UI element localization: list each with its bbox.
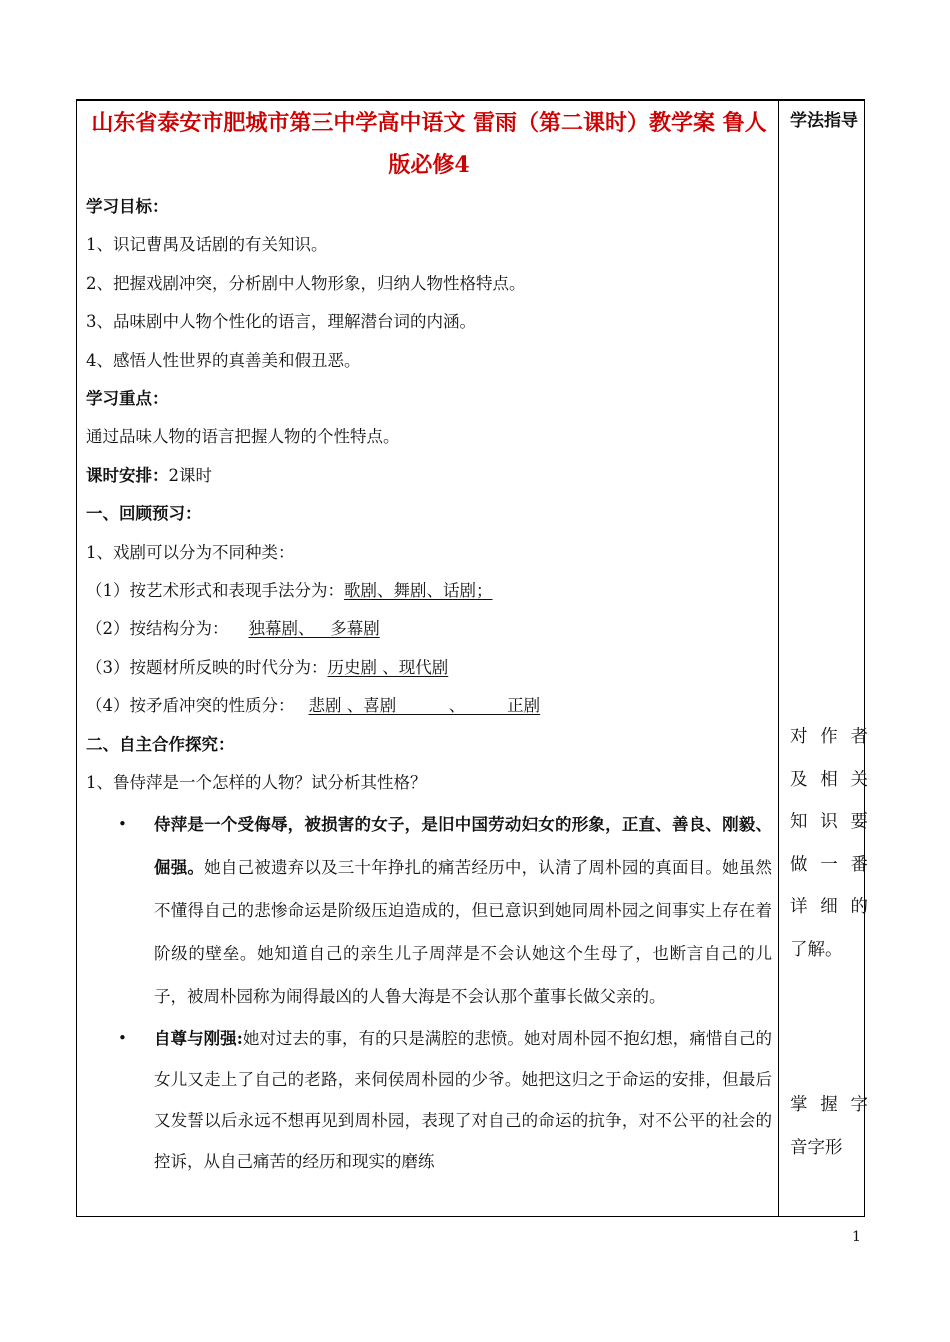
bullet-text: 她对过去的事，有的只是满腔的悲愤。她对周朴园不抱幻想，痛惜自己的女儿又走上了自己的老路，来伺侯周朴园的少爷。她把这归之于命运的安排，但最后又发誓以后永远不想再见到周朴园，表现了对自己的命运的抗争，对不公平的社会的控诉，从自己痛苦的经历和现实的磨练 (154, 1028, 772, 1171)
focus-text: 通过品味人物的语言把握人物的个性特点。 (86, 427, 400, 447)
study-guide-column (790, 102, 868, 1158)
focus-heading: 学习重点： (86, 389, 169, 409)
category-line (86, 649, 772, 687)
bullet-bold-text: 自尊与刚强: (154, 1028, 243, 1048)
main-column (86, 102, 772, 1182)
sidebar-note-pronunciation (790, 1084, 868, 1169)
category-prefix: （3）按题材所反映的时代分为： (86, 657, 328, 677)
schedule-label: 课时安排： (86, 465, 169, 485)
category-answer: 独幕剧、 多幕剧 (248, 619, 380, 639)
document-title: 山东省泰安市肥城市第三中学高中语文 雷雨（第二课时）教学案 鲁人版必修4 (91, 110, 767, 178)
sidebar-note-line: 详 细 的 (790, 897, 868, 918)
category-answer: 悲剧 、喜剧 、 正剧 (308, 696, 541, 716)
category-line (86, 572, 772, 610)
category-answer: 历史剧 、现代剧 (327, 657, 449, 677)
sidebar-note-line: 做 一 番 (790, 854, 868, 875)
category-prefix: （4）按矛盾冲突的性质分： (86, 696, 295, 716)
objective-item: 4、感悟人性世界的真善美和假丑恶。 (86, 350, 361, 370)
objective-item: 1、识记曹禺及话剧的有关知识。 (86, 235, 328, 255)
sidebar-note-author (790, 716, 868, 972)
sidebar-note-line: 了解。 (790, 939, 843, 960)
page-number: 1 (852, 1229, 861, 1245)
schedule-line (86, 457, 772, 495)
bullet-text: 她自己被遗弃以及三十年挣扎的痛苦经历中，认清了周朴园的真面目。她虽然不懂得自己的悲惨命运是阶级压迫造成的，但已意识到她同周朴园之间事实上存在着阶级的壁垒。她知道自己的亲生儿子周萍是不会认她这个生母了，也断言自己的儿子，被周朴园称为闹得最凶的人鲁大海是不会认那个董事长做父亲的。 (154, 857, 772, 1006)
inquiry-heading: 二、自主合作探究： (86, 734, 235, 754)
sidebar-note-line: 及 相 关 (790, 769, 868, 790)
category-prefix: （1）按艺术形式和表现手法分为： (86, 581, 344, 601)
objective-item: 3、品味剧中人物个性化的语言，理解潜台词的内涵。 (86, 312, 476, 332)
bullet-dot-icon: • (118, 814, 127, 833)
category-answer: 歌剧、舞剧、话剧； (344, 581, 493, 601)
bullet-bold-text: 侍萍是一个受侮辱，被损害的女子，是旧中国劳动妇女的形象，正直、善良、刚毅、倔强。 (154, 814, 772, 877)
analysis-bullet (86, 803, 772, 1018)
review-intro: 1、戏剧可以分为不同种类： (86, 542, 295, 562)
objective-item: 2、把握戏剧冲突，分析剧中人物形象，归纳人物性格特点。 (86, 273, 526, 293)
review-heading: 一、回顾预习： (86, 504, 202, 524)
sidebar-note-line: 音字形 (790, 1137, 843, 1158)
bullet-dot-icon: • (118, 1028, 127, 1047)
analysis-bullet (86, 1018, 772, 1182)
column-divider (778, 99, 779, 1217)
inquiry-question: 1、鲁侍萍是一个怎样的人物？试分析其性格？ (86, 773, 427, 793)
schedule-value: 2课时 (168, 465, 212, 485)
sidebar-note-line: 掌 握 字 (790, 1095, 868, 1115)
category-line (86, 687, 772, 725)
study-guide-header: 学法指导 (790, 111, 858, 131)
sidebar-note-line: 对 作 者 (790, 727, 868, 747)
category-line (86, 610, 772, 648)
sidebar-note-line: 知 识 要 (790, 812, 868, 833)
objectives-heading: 学习目标： (86, 197, 169, 216)
category-prefix: （2）按结构分为： (86, 619, 229, 639)
